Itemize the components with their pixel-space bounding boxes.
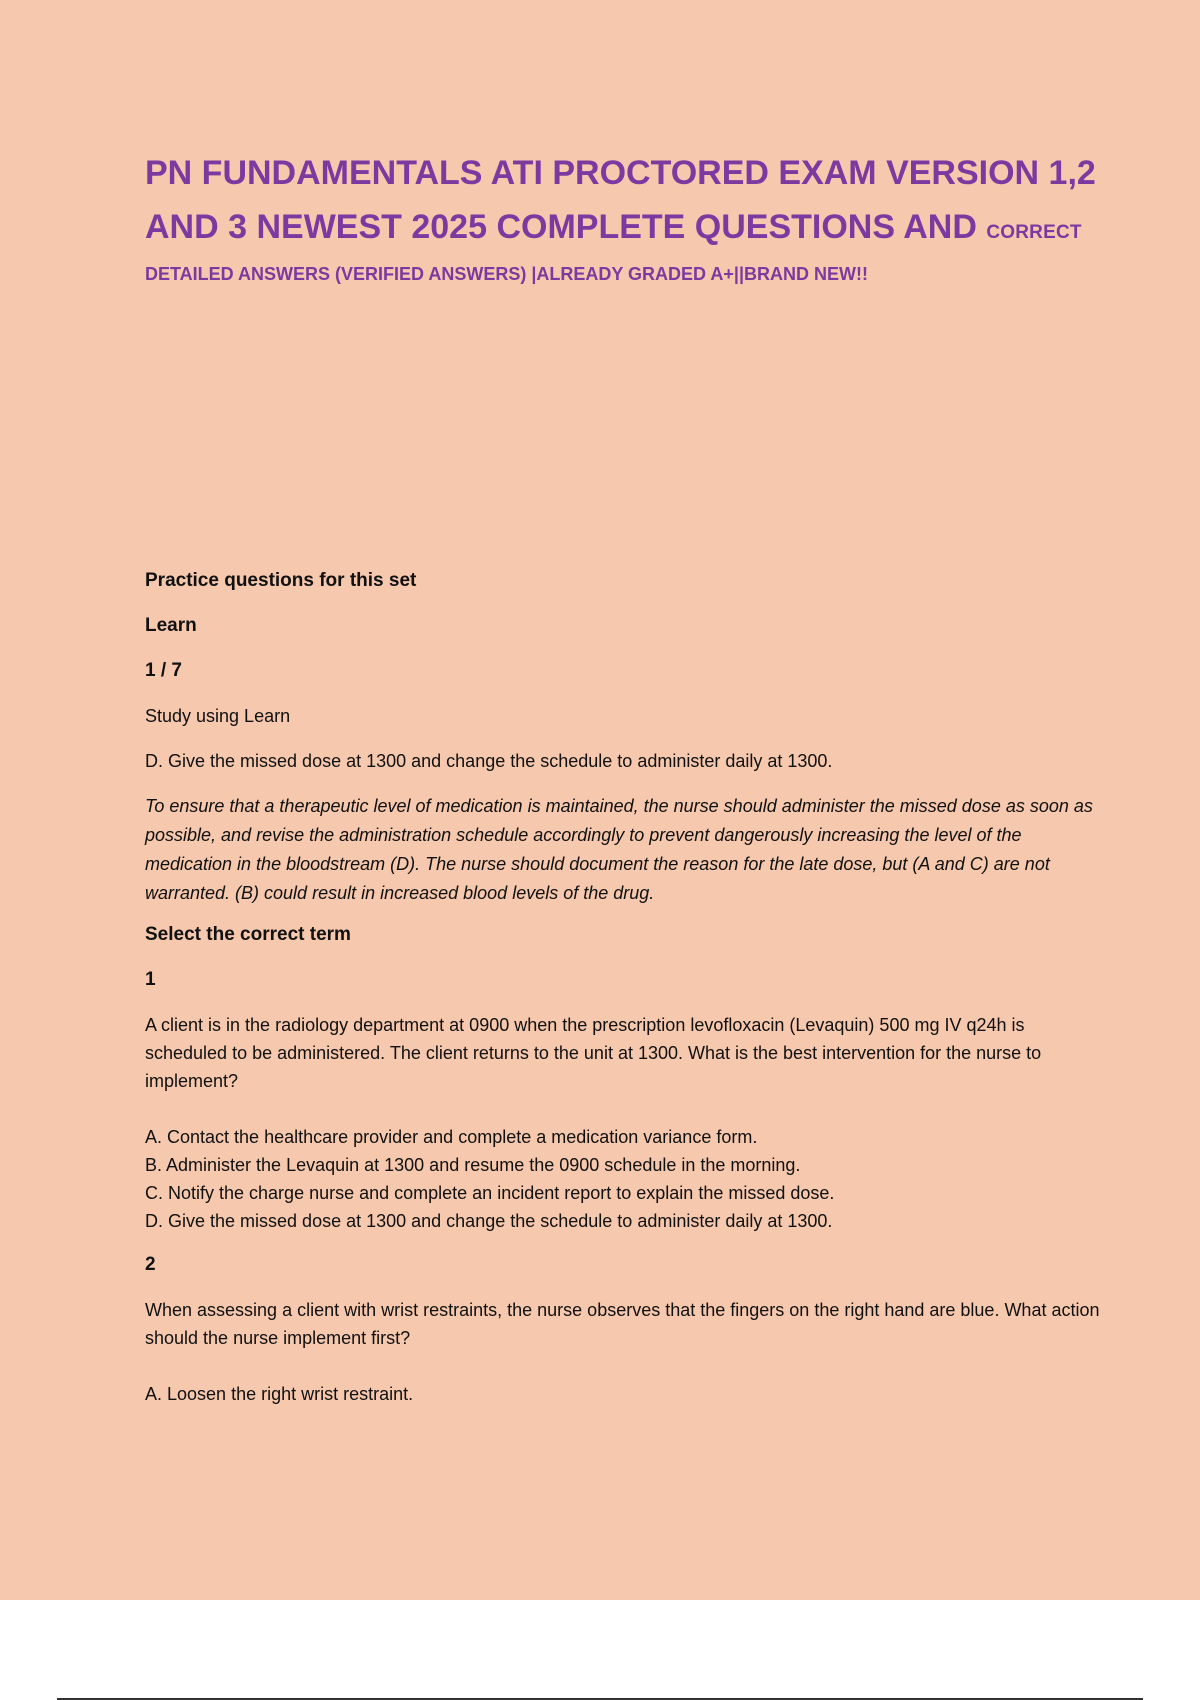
question-block <box>145 1251 1100 1408</box>
question-text: A client is in the radiology department at 0900 when the prescription levofloxacin (Levaquin) 500 mg IV q24h is scheduled to be administered. The client returns to the unit at 1300. What is the best intervention for the nurse to implement? <box>145 1015 1042 1091</box>
rationale-text: To ensure that a therapeutic level of medication is maintained, the nurse should administer the missed dose as soon as possible, and revise the administration schedule accordingly to prevent dangerously increasing the level of the medication in the bloodstream (D). The nurse should document the reason for the late dose, but (A and C) are not warranted. (B) could result in increased blood levels of the drug. <box>145 796 1093 903</box>
option-item: C. Notify the charge nurse and complete an incident report to explain the missed dose. <box>145 1183 835 1203</box>
option-list <box>145 1380 1100 1408</box>
answer-text: D. Give the missed dose at 1300 and change the schedule to administer daily at 1300. <box>145 751 833 771</box>
question-number: 1 <box>145 969 156 990</box>
option-item: B. Administer the Levaquin at 1300 and resume the 0900 schedule in the morning. <box>145 1155 801 1175</box>
progress-indicator: 1 / 7 <box>145 660 182 681</box>
question-block <box>145 966 1100 1235</box>
practice-section <box>145 567 1100 1424</box>
learn-label: Learn <box>145 615 197 636</box>
option-item: D. Give the missed dose at 1300 and change the schedule to administer daily at 1300. <box>145 1211 833 1231</box>
select-term-heading: Select the correct term <box>145 924 351 945</box>
document-title-line-1: PN FUNDAMENTALS ATI PROCTORED EXAM VERSION 1,2 <box>145 154 1096 192</box>
practice-heading: Practice questions for this set <box>145 570 417 591</box>
option-item: A. Loosen the right wrist restraint. <box>145 1384 414 1404</box>
question-text: When assessing a client with wrist restraints, the nurse observes that the fingers on the right hand are blue. What action should the nurse implement first? <box>145 1300 1100 1348</box>
option-item: A. Contact the healthcare provider and complete a medication variance form. <box>145 1127 758 1147</box>
title-block <box>145 146 1100 288</box>
question-number: 2 <box>145 1254 156 1275</box>
study-using-learn-text: Study using Learn <box>145 706 291 726</box>
option-list <box>145 1123 1100 1235</box>
document-subtitle: DETAILED ANSWERS (VERIFIED ANSWERS) |ALREADY GRADED A+||BRAND NEW!! <box>145 264 868 284</box>
document-title-line-2-small: CORRECT <box>986 222 1082 243</box>
document-title-line-2-large: AND 3 NEWEST 2025 COMPLETE QUESTIONS AND <box>145 208 977 246</box>
document-title-line-2 <box>145 200 1100 260</box>
